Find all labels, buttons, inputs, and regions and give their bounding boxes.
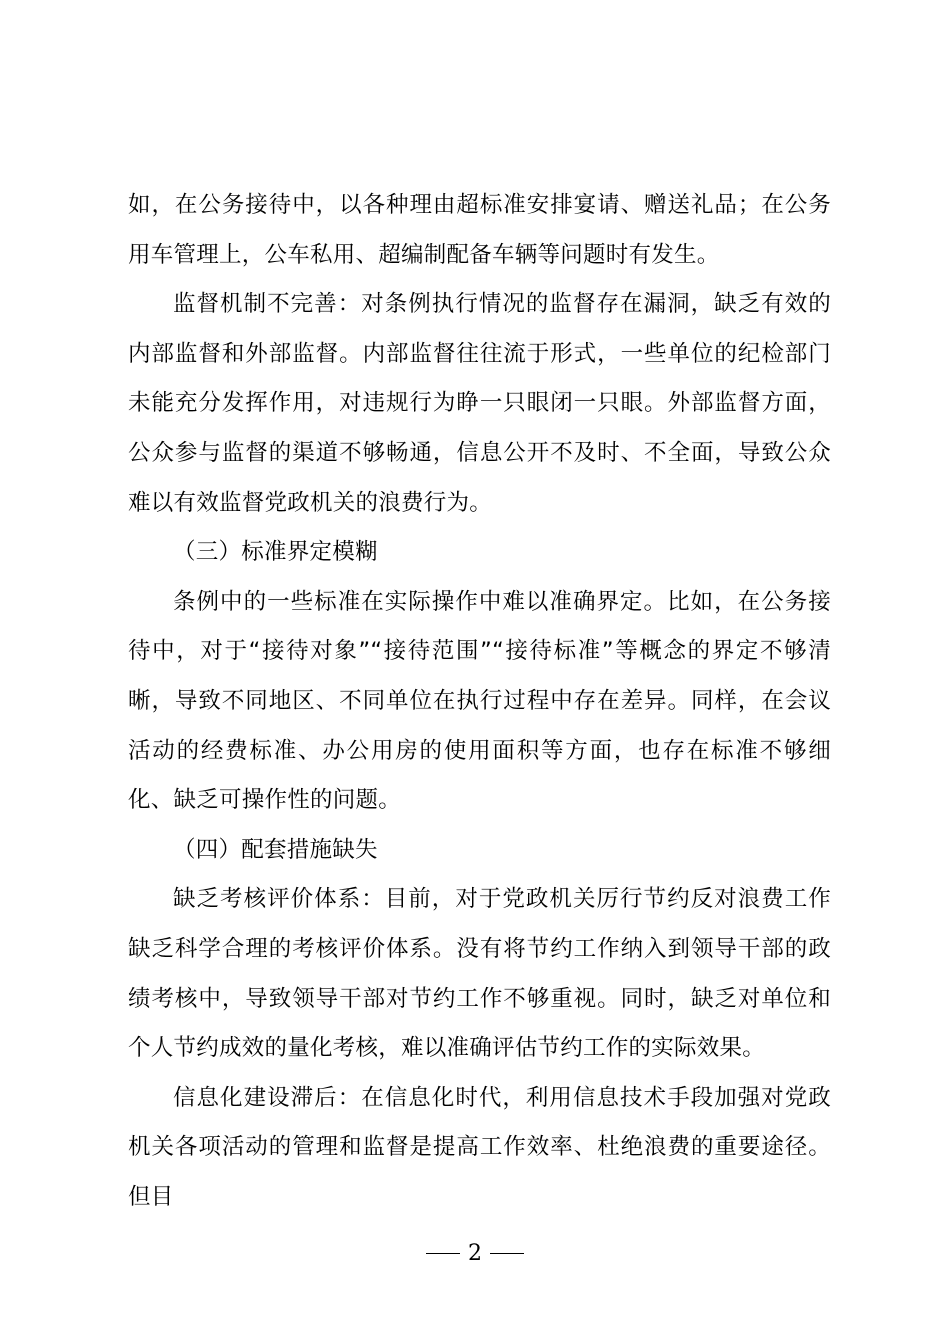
right-dash-decoration	[490, 1253, 524, 1254]
page-number: 2	[468, 1241, 482, 1266]
paragraph-continuation: 如，在公务接待中，以各种理由超标准安排宴请、赠送礼品；在公务用车管理上，公车私用、超编制配备车辆等问题时有发生。	[128, 192, 831, 268]
page-footer	[0, 1240, 950, 1268]
paragraph-vague-standards: 条例中的一些标准在实际操作中难以准确界定。比如，在公务接待中，对于“接待对象”“接待范围”“接待标准”等概念的界定不够清晰，导致不同地区、不同单位在执行过程中存在差异。同样，在会议活动的经费标准、办公用房的使用面积等方面，也存在标准不够细化、缺乏可操作性的问题。	[128, 588, 831, 814]
paragraph-evaluation-system: 缺乏考核评价体系：目前，对于党政机关厉行节约反对浪费工作缺乏科学合理的考核评价体系。没有将节约工作纳入到领导干部的政绩考核中，导致领导干部对节约工作不够重视。同时，缺乏对单位和个人节约成效的量化考核，难以准确评估节约工作的实际效果。	[128, 886, 831, 1062]
paragraph-informatization: 信息化建设滞后：在信息化时代，利用信息技术手段加强对党政机关各项活动的管理和监督是提高工作效率、杜绝浪费的重要途径。但目	[128, 1084, 831, 1210]
page-body	[128, 181, 831, 1222]
section-heading-vague-standards: （三）标准界定模糊	[173, 539, 378, 566]
paragraph-supervision-mechanism: 监督机制不完善：对条例执行情况的监督存在漏洞，缺乏有效的内部监督和外部监督。内部监督往往流于形式，一些单位的纪检部门未能充分发挥作用，对违规行为睁一只眼闭一只眼。外部监督方面，公众参与监督的渠道不够畅通，信息公开不及时、不全面，导致公众难以有效监督党政机关的浪费行为。	[128, 291, 831, 516]
left-dash-decoration	[426, 1253, 460, 1254]
section-heading-missing-measures: （四）配套措施缺失	[173, 836, 378, 863]
